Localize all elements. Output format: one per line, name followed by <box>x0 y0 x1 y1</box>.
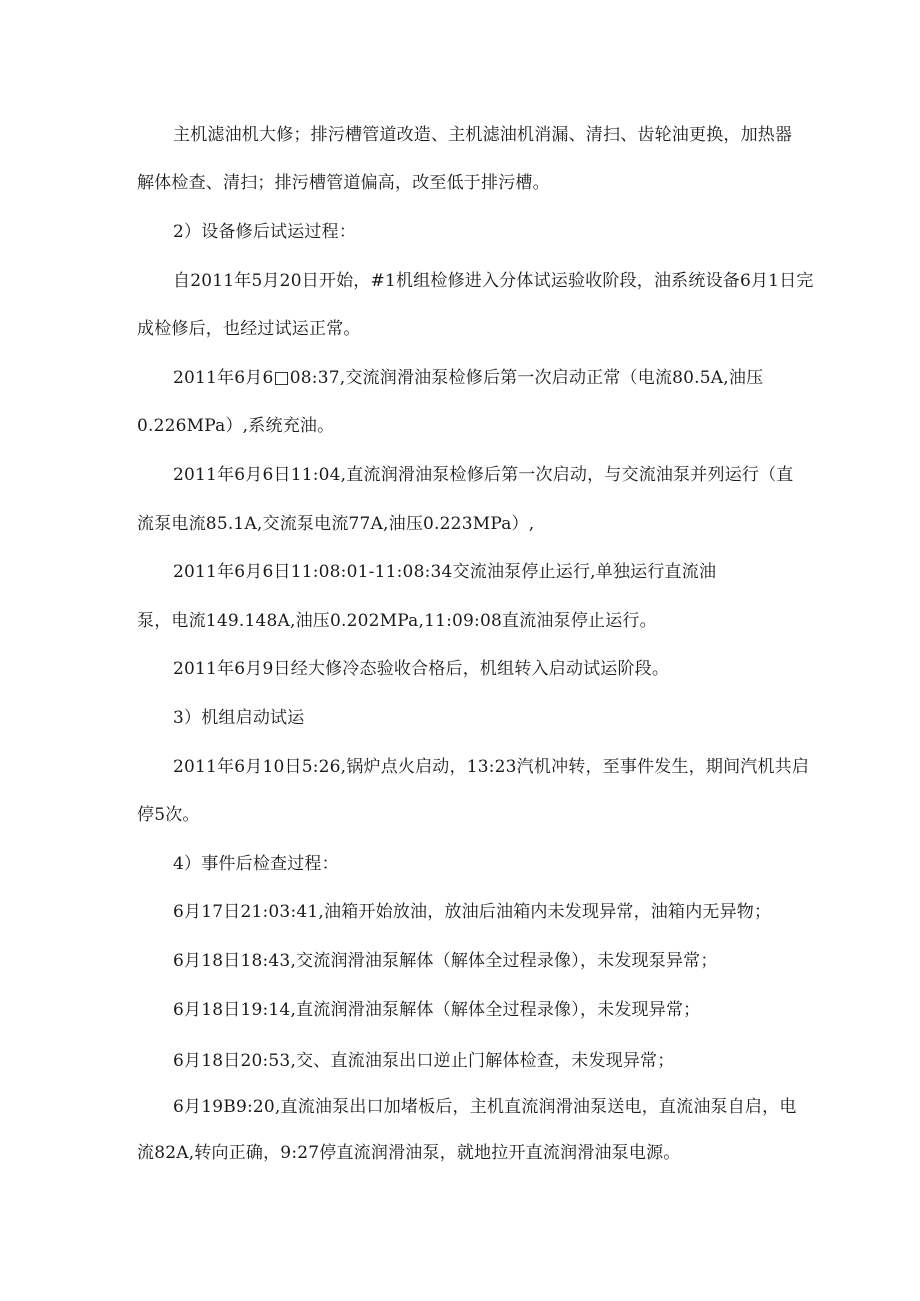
paragraph-line: 解体检查、清扫；排污槽管道偏高，改至低于排污槽。 <box>137 173 550 193</box>
section-heading: 2）设备修后试运过程： <box>173 222 357 242</box>
paragraph-line: 6月17日21:03:41,油箱开始放油，放油后油箱内未发现异常，油箱内无异物； <box>173 902 772 922</box>
paragraph-line: 泵，电流149.148A,油压0.202MPa,11:09:08直流油泵停止运行。 <box>137 611 657 631</box>
paragraph-line: 2011年6月10日5:26,锅炉点火启动，13:23汽机冲转，至事件发生，期间汽机共启 <box>173 757 810 777</box>
paragraph-line: 主机滤油机大修；排污槽管道改造、主机滤油机消漏、清扫、齿轮油更换，加热器 <box>173 125 793 145</box>
section-heading: 4）事件后检查过程： <box>173 854 339 874</box>
paragraph-line: 成检修后，也经过试运正常。 <box>137 319 361 339</box>
paragraph-line: 自2011年5月20日开始，#1机组检修进入分体试运验收阶段，油系统设备6月1日完 <box>173 271 814 291</box>
paragraph-line: 6月18日18:43,交流润滑油泵解体（解体全过程录像），未发现泵异常； <box>173 951 718 971</box>
section-heading: 3）机组启动试运 <box>173 708 305 728</box>
paragraph-line: 6月19B9:20,直流油泵出口加堵板后，主机直流润滑油泵送电，直流油泵自启，电 <box>173 1097 797 1117</box>
paragraph-line: 2011年6月6□08:37,交流润滑油泵检修后第一次启动正常（电流80.5A,油压 <box>173 368 764 388</box>
paragraph-line: 2011年6月6日11:04,直流润滑油泵检修后第一次启动，与交流油泵并列运行（直 <box>173 465 794 485</box>
paragraph-line: 2011年6月6日11:08:01-11:08:34交流油泵停止运行,单独运行直流油 <box>173 562 717 582</box>
paragraph-line: 0.226MPa）,系统充油。 <box>137 416 335 436</box>
paragraph-line: 6月18日20:53,交、直流油泵出口逆止门解体检查，未发现异常； <box>173 1051 675 1071</box>
paragraph-line: 2011年6月9日经大修冷态验收合格后，机组转入启动试运阶段。 <box>173 659 670 679</box>
paragraph-line: 停5次。 <box>137 805 200 825</box>
paragraph-line: 流82A,转向正确，9:27停直流润滑油泵，就地拉开直流润滑油泵电源。 <box>137 1143 681 1163</box>
paragraph-line: 流泵电流85.1A,交流泵电流77A,油压0.223MPa）, <box>137 514 535 534</box>
paragraph-line: 6月18日19:14,直流润滑油泵解体（解体全过程录像），未发现异常； <box>173 1000 701 1020</box>
